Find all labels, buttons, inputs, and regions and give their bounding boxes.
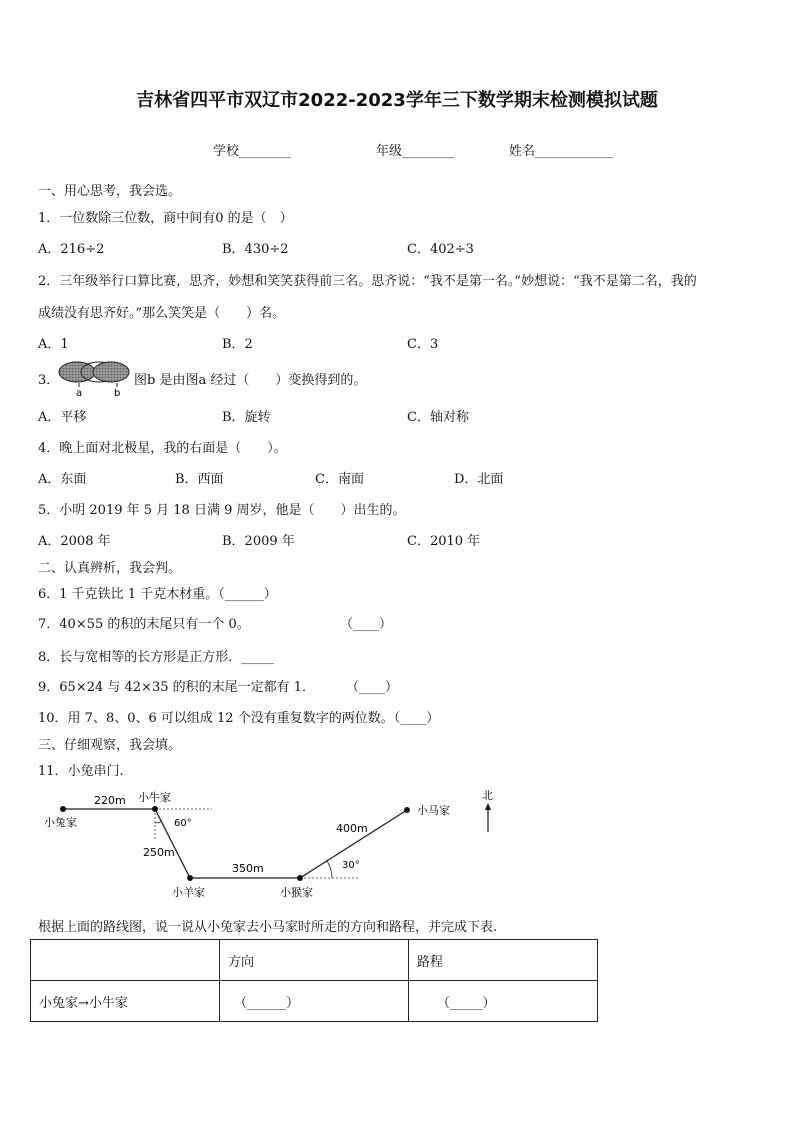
question-4-option-a: A．东面 [38, 472, 87, 487]
distance-220: 220m [94, 794, 126, 807]
question-3-stem: 图b 是由图a 经过（ ）变换得到的。 [134, 373, 367, 388]
question-1-stem: 1．一位数除三位数，商中间有0 的是（ ） [38, 211, 293, 226]
table-header-cell: 路程 [409, 940, 598, 981]
north-label: 北 [482, 789, 493, 802]
name-field: 姓名____________ [509, 144, 614, 159]
cow-home-label: 小牛家 [138, 791, 171, 804]
question-9-stem: 9．65×24 与 42×35 的积的末尾一定都有 1． [38, 680, 316, 695]
question-5-option-a: A．2008 年 [38, 534, 111, 549]
figure-b-shaded-ellipse [93, 362, 129, 382]
question-2-option-a: A．1 [38, 337, 69, 352]
route-table [30, 939, 598, 1022]
route-map [30, 780, 530, 905]
sheep-home-point [187, 875, 193, 881]
question-3-number: 3． [38, 373, 60, 388]
rabbit-home-label: 小兔家 [44, 816, 77, 829]
rabbit-home-point [60, 806, 66, 812]
distance-400: 400m [336, 822, 368, 835]
section-heading: 三、仔细观察，我会填。 [38, 738, 182, 753]
cow-home-point [152, 806, 158, 812]
question-1-option-b: B．430÷2 [222, 242, 289, 257]
monkey-home-label: 小猴家 [280, 886, 313, 899]
table-header-cell: 方向 [220, 940, 409, 981]
sheep-home-label: 小羊家 [172, 886, 205, 899]
question-3-option-b: B．旋转 [222, 410, 271, 425]
question-2-option-b: B．2 [222, 337, 253, 352]
distance-350: 350m [232, 862, 264, 875]
question-2-stem-line1: 2．三年级举行口算比赛，思齐，妙想和笑笑获得前三名。思齐说：“我不是第一名。”妙想说：“我不是第二名，我的 [38, 274, 697, 289]
question-11-instruction: 根据上面的路线图，说一说从小兔家去小马家时所走的方向和路程，并完成下表. [38, 920, 498, 935]
horse-home-point [404, 807, 410, 813]
section-heading: 一、用心思考，我会选。 [38, 184, 182, 199]
question-2-option-c: C．3 [407, 337, 439, 352]
question-8: 8．长与宽相等的长方形是正方形．_____ [38, 650, 274, 665]
figure-label-b: b [114, 388, 121, 399]
figure-a-shaded-ellipse [59, 362, 95, 382]
figure-label-a: a [76, 388, 83, 399]
angle-60: 60° [174, 818, 192, 829]
table-header-row [31, 940, 598, 981]
question-9-answer-blank: （____） [346, 680, 399, 695]
school-field: 学校________ [213, 144, 292, 159]
angle-30: 30° [342, 860, 360, 871]
question-10: 10．用 7、8、0、6 可以组成 12 个没有重复数字的两位数。（____） [38, 711, 440, 726]
table-cell-distance-blank[interactable]: （_____） [409, 981, 598, 1022]
table-cell: 小兔家→小牛家 [31, 981, 220, 1022]
grade-field: 年级________ [376, 144, 455, 159]
horse-home-label: 小马家 [417, 804, 450, 817]
table-row [31, 981, 598, 1022]
question-4-stem: 4．晚上面对北极星，我的右面是（ ）。 [38, 441, 287, 456]
question-4-option-b: B．西面 [175, 472, 224, 487]
table-cell-direction-blank[interactable]: （______） [220, 981, 409, 1022]
question-3-figure [56, 358, 136, 400]
monkey-home-point [297, 875, 303, 881]
table-header-cell [31, 940, 220, 981]
question-4-option-d: D．北面 [454, 472, 504, 487]
page-title: 吉林省四平市双辽市2022-2023学年三下数学期末检测模拟试题 [136, 90, 658, 111]
question-3-option-a: A．平移 [38, 410, 87, 425]
distance-250: 250m [143, 846, 175, 859]
question-2-stem-line2: 成绩没有思齐好。”那么笑笑是（ ）名。 [38, 306, 286, 321]
question-6: 6．1 千克铁比 1 千克木材重。（______） [38, 587, 277, 602]
question-7-stem: 7．40×55 的积的末尾只有一个 0。 [38, 617, 250, 632]
question-7-answer-blank: （____） [340, 617, 393, 632]
question-1-option-a: A．216÷2 [38, 242, 105, 257]
question-4-option-c: C．南面 [315, 472, 364, 487]
question-5-option-c: C．2010 年 [407, 534, 481, 549]
question-5-option-b: B．2009 年 [222, 534, 295, 549]
question-1-option-c: C．402÷3 [407, 242, 474, 257]
section-heading: 二、认真辨析，我会判。 [38, 561, 182, 576]
question-5-stem: 5．小明 2019 年 5 月 18 日满 9 周岁，他是（ ）出生的。 [38, 503, 406, 518]
question-11-stem: 11．小兔串门. [38, 764, 124, 779]
question-3-option-c: C．轴对称 [407, 410, 469, 425]
